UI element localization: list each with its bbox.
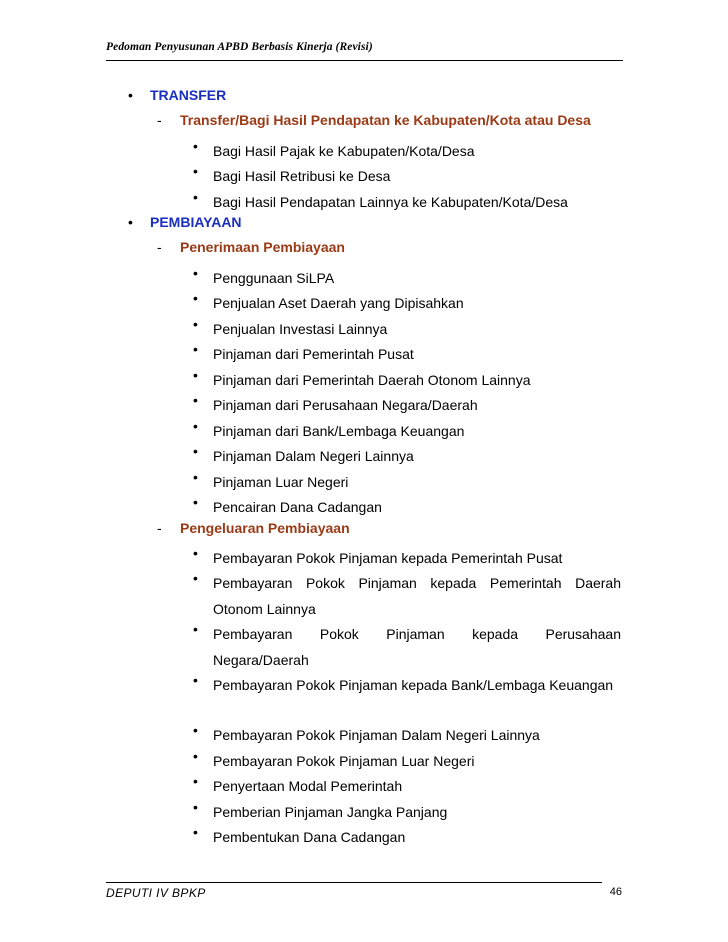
header-rule	[106, 60, 623, 61]
list-item	[193, 341, 621, 367]
list-item	[193, 672, 621, 698]
bullet-icon: •	[193, 265, 198, 281]
dash-marker: -	[157, 520, 162, 536]
subsection-heading: Transfer/Bagi Hasil Pendapatan ke Kabupaten/Kota atau Desa	[180, 112, 591, 128]
list-item	[193, 443, 621, 469]
bullet-icon: •	[193, 418, 198, 434]
list-item-text: Pembentukan Dana Cadangan	[213, 829, 406, 845]
bullet-icon: •	[128, 87, 133, 103]
list-item	[193, 189, 621, 215]
list-item-text: Pembayaran Pokok Pinjaman Dalam Negeri Lainnya	[213, 727, 540, 743]
bullet-icon: •	[193, 773, 198, 789]
list-item-text: Penggunaan SiLPA	[213, 270, 335, 286]
list-item	[193, 722, 621, 748]
page-number: 46	[609, 886, 622, 898]
bullet-icon: •	[193, 290, 198, 306]
list-item-text: Pinjaman dari Pemerintah Pusat	[213, 346, 414, 362]
list-item	[193, 290, 621, 316]
list-item	[193, 392, 621, 418]
bullet-icon: •	[193, 748, 198, 764]
list-item-text: Bagi Hasil Pendapatan Lainnya ke Kabupaten/Kota/Desa	[213, 194, 568, 210]
list-item	[193, 469, 621, 495]
list-item	[193, 545, 621, 571]
bullet-icon: •	[193, 799, 198, 815]
list-item	[193, 138, 621, 164]
list-item-text: Bagi Hasil Retribusi ke Desa	[213, 168, 391, 184]
section-heading: PEMBIAYAAN	[150, 214, 242, 230]
bullet-icon: •	[193, 545, 198, 561]
list-item	[193, 316, 621, 342]
list-item	[193, 163, 621, 189]
list-item	[193, 773, 621, 799]
list-item-text: Pembayaran Pokok Pinjaman Luar Negeri	[213, 753, 475, 769]
list-item-text: Pinjaman Luar Negeri	[213, 474, 349, 490]
bullet-icon: •	[193, 316, 198, 332]
list-item-text: Pencairan Dana Cadangan	[213, 499, 382, 515]
list-item-text: Pembayaran Pokok Pinjaman kepada Bank/Lembaga Keuangan	[213, 677, 614, 693]
section-heading: TRANSFER	[150, 87, 227, 103]
list-item-text: Penjualan Investasi Lainnya	[213, 321, 388, 337]
bullet-icon: •	[193, 722, 198, 738]
bullet-icon: •	[193, 443, 198, 459]
bullet-icon: •	[193, 469, 198, 485]
list-item	[193, 265, 621, 291]
list-item-text: Pembayaran Pokok Pinjaman kepada Perusahaan Negara/Daerah	[213, 626, 621, 668]
list-item-text: Pinjaman Dalam Negeri Lainnya	[213, 448, 414, 464]
bullet-icon: •	[193, 189, 198, 205]
dash-marker: -	[157, 112, 162, 128]
dash-marker: -	[157, 239, 162, 255]
footer-label: DEPUTI IV BPKP	[106, 886, 206, 900]
list-item	[193, 621, 621, 673]
footer-rule	[106, 882, 602, 883]
list-item	[193, 799, 621, 825]
list-item	[193, 367, 621, 393]
bullet-icon: •	[193, 392, 198, 408]
bullet-icon: •	[193, 367, 198, 383]
list-item	[193, 824, 621, 850]
list-item	[193, 748, 621, 774]
bullet-icon: •	[193, 570, 198, 586]
list-item-text: Pemberian Pinjaman Jangka Panjang	[213, 804, 448, 820]
list-item-text: Penjualan Aset Daerah yang Dipisahkan	[213, 295, 464, 311]
bullet-icon: •	[193, 621, 198, 637]
bullet-icon: •	[128, 214, 133, 230]
subsection-heading: Penerimaan Pembiayaan	[180, 239, 345, 255]
list-item-text: Bagi Hasil Pajak ke Kabupaten/Kota/Desa	[213, 143, 475, 159]
list-item-text: Pinjaman dari Pemerintah Daerah Otonom Lainnya	[213, 372, 531, 388]
bullet-icon: •	[193, 824, 198, 840]
bullet-icon: •	[193, 138, 198, 154]
list-item-text: Pembayaran Pokok Pinjaman kepada Pemerintah Pusat	[213, 550, 563, 566]
bullet-icon: •	[193, 163, 198, 179]
list-item-text: Pinjaman dari Perusahaan Negara/Daerah	[213, 397, 478, 413]
list-item-text: Penyertaan Modal Pemerintah	[213, 778, 403, 794]
list-item	[193, 494, 621, 520]
list-item-text: Pinjaman dari Bank/Lembaga Keuangan	[213, 423, 465, 439]
bullet-icon: •	[193, 341, 198, 357]
list-item	[193, 570, 621, 622]
bullet-icon: •	[193, 672, 198, 688]
list-item-text: Pembayaran Pokok Pinjaman kepada Pemerintah Daerah Otonom Lainnya	[213, 575, 621, 617]
list-item	[193, 418, 621, 444]
subsection-heading: Pengeluaran Pembiayaan	[180, 520, 350, 536]
running-header: Pedoman Penyusunan APBD Berbasis Kinerja (Revisi)	[106, 41, 373, 53]
bullet-icon: •	[193, 494, 198, 510]
